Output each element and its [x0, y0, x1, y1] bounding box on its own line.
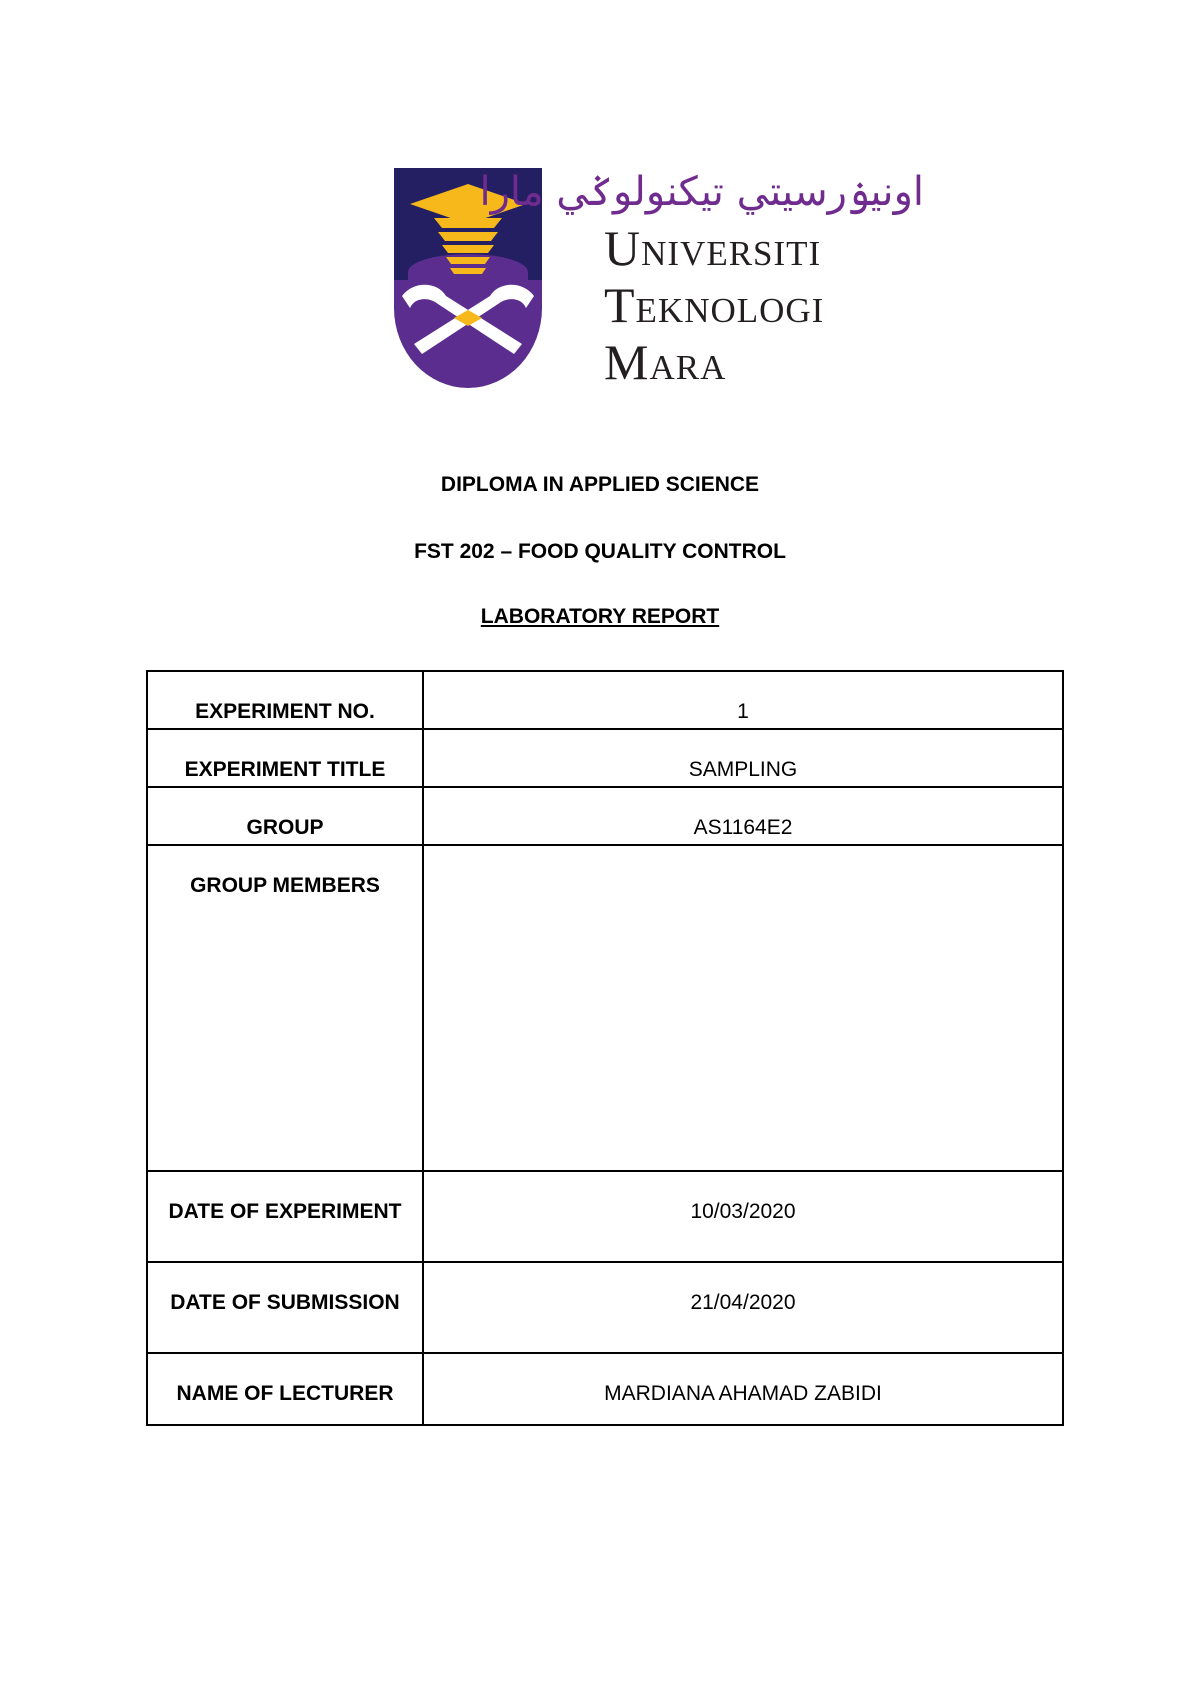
table-row: [147, 729, 1063, 787]
row-label: EXPERIMENT TITLE: [184, 758, 386, 781]
row-label-cell: [147, 729, 423, 787]
row-label: NAME OF LECTURER: [176, 1382, 394, 1405]
row-value-cell: [423, 787, 1063, 845]
wordmark-line: Universiti: [604, 220, 822, 276]
row-value: MARDIANA AHAMAD ZABIDI: [604, 1382, 882, 1405]
row-label-cell: [147, 787, 423, 845]
table-row: [147, 845, 1063, 1171]
row-label-cell: [147, 671, 423, 729]
row-value: AS1164E2: [693, 816, 793, 839]
row-label-cell: [147, 1262, 423, 1353]
table-row: [147, 671, 1063, 729]
table-row: [147, 1171, 1063, 1262]
row-label-cell: [147, 845, 423, 1171]
wordmark-line: Teknologi: [604, 277, 825, 333]
report-info-table: [146, 670, 1064, 1426]
report-type-heading: LABORATORY REPORT: [480, 605, 720, 628]
course-heading: FST 202 – FOOD QUALITY CONTROL: [414, 540, 786, 563]
row-label: DATE OF EXPERIMENT: [168, 1200, 402, 1223]
row-value-cell: [423, 1171, 1063, 1262]
wordmark-line: Mara: [604, 334, 727, 390]
table-row: [147, 1262, 1063, 1353]
row-value: 10/03/2020: [690, 1200, 796, 1223]
row-label: DATE OF SUBMISSION: [170, 1291, 400, 1314]
row-value-cell: [423, 845, 1063, 1171]
row-label: EXPERIMENT NO.: [195, 700, 375, 723]
row-label-cell: [147, 1171, 423, 1262]
row-value: [424, 846, 1062, 870]
jawi-university-name: اونيۏرسيتي تيكنولوݢي مارا: [479, 169, 924, 215]
row-value-cell: [423, 1353, 1063, 1425]
program-heading: DIPLOMA IN APPLIED SCIENCE: [440, 473, 760, 496]
row-label: GROUP: [246, 816, 324, 839]
row-value-cell: [423, 671, 1063, 729]
row-value: 21/04/2020: [690, 1291, 796, 1314]
row-value: SAMPLING: [688, 758, 798, 781]
uitm-logo: [394, 168, 934, 393]
row-label-cell: [147, 1353, 423, 1425]
row-value: 1: [737, 700, 749, 723]
row-value-cell: [423, 729, 1063, 787]
row-value-cell: [423, 1262, 1063, 1353]
table-row: [147, 787, 1063, 845]
university-wordmark: [604, 220, 824, 391]
row-label: GROUP MEMBERS: [190, 874, 380, 897]
table-row: [147, 1353, 1063, 1425]
